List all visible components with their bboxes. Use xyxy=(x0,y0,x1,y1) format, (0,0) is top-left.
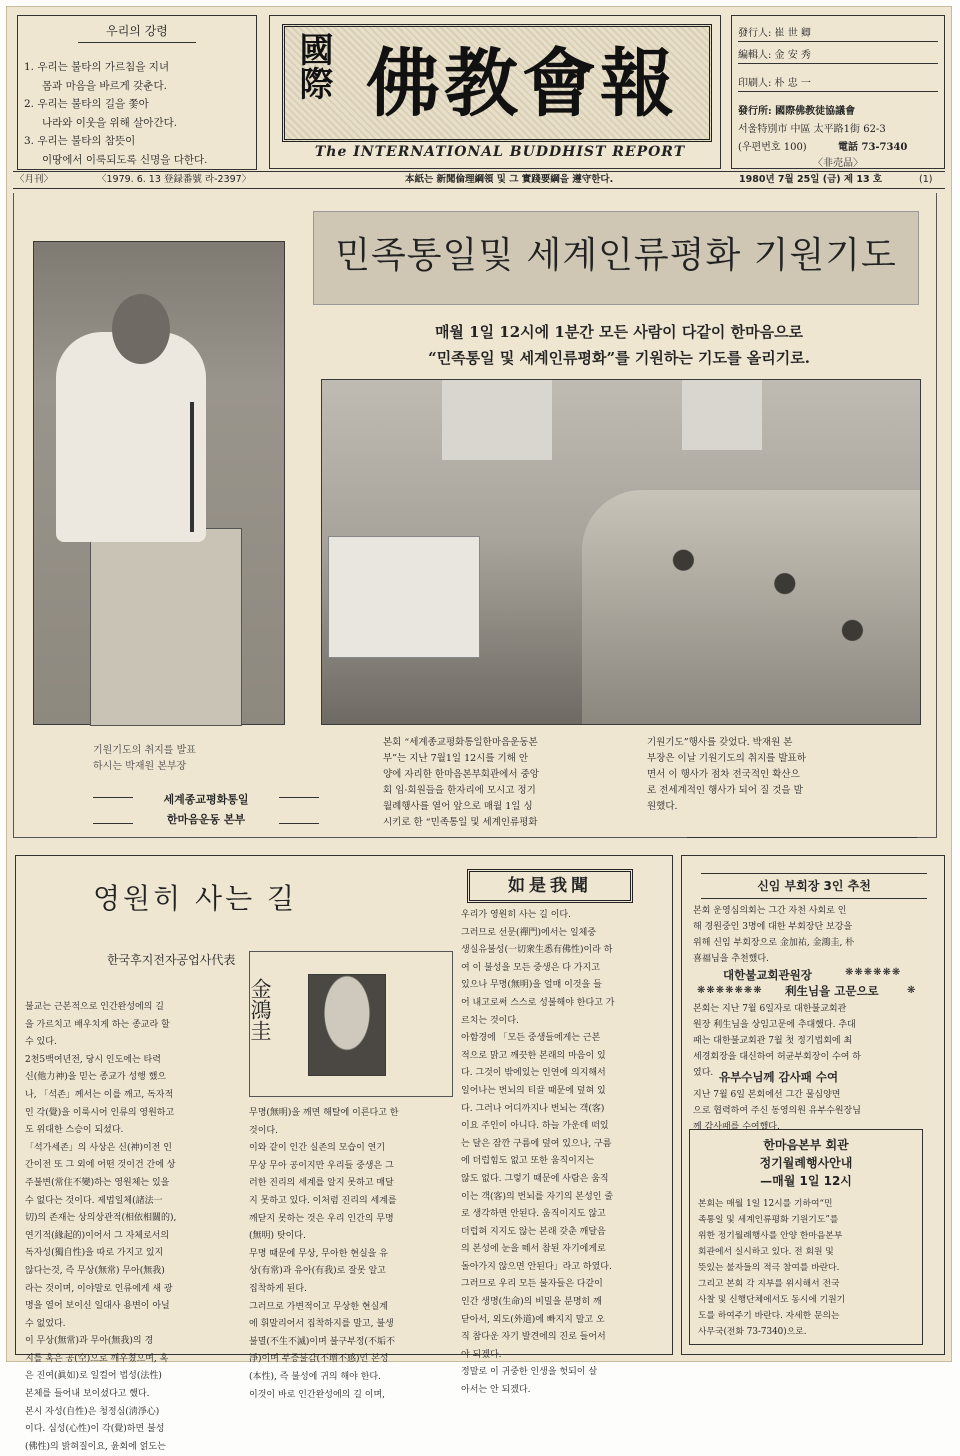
brief-line: 지난 7월 6일 본회에선 그간 물심양면 xyxy=(693,1090,841,1100)
publisher-phone: 電話 73-7340 xyxy=(838,142,908,153)
publisher-row: 發行人: 崔 世 卿 xyxy=(738,24,938,42)
brief-line: 으로 협력하여 주신 동영의원 유부수원장님 xyxy=(693,1106,861,1116)
frequency-label: 〈月刊〉 xyxy=(15,174,54,185)
lead-body-line: 로 전세계적인 행사가 되어 질 것을 발 xyxy=(647,785,803,796)
lead-end-rule xyxy=(687,837,917,838)
essay-body-line: 생실유불성(一切衆生悉有佛性)이라 하 xyxy=(461,945,613,956)
essay-body-line: 이 무상(無常)과 무아(無我)의 경 xyxy=(25,1336,154,1347)
brief-title-advisor: 대한불교회관원장 xyxy=(723,968,812,982)
lectern xyxy=(90,528,242,726)
essay-body-line: 도 위대한 스승이 되셨다. xyxy=(25,1125,124,1136)
essay-body-line: 정말로 이 귀중한 인생을 헛되이 살 xyxy=(461,1367,598,1378)
essay-body-line: 수 없었다. xyxy=(25,1318,66,1329)
lead-body-line: 부”는 지난 7월1일 12시를 기해 안 xyxy=(383,753,529,764)
essay-body-line: 切)의 존재는 상의상관적(相依相關的), xyxy=(25,1213,177,1224)
essay-body-line: 「석가세존」의 사상은 신(神)이전 인 xyxy=(25,1142,172,1153)
essay-body-line: 다. 그것이 밖에있는 인연에 의지해서 xyxy=(461,1068,606,1079)
notice-line: 족통일 및 세계인류평화 기원기도”를 xyxy=(698,1215,839,1225)
brief-line: 께 감사패를 수여했다. xyxy=(693,1122,780,1132)
essay-byline: 한국후지전자공업사代表 xyxy=(107,953,236,967)
essay-body-line: 수 없다는 것이다. 제법일체(諸法一 xyxy=(25,1195,163,1206)
essay-body-line: 연기적(緣起的)이어서 그 자체로서의 xyxy=(25,1230,170,1241)
essay-body-line: 간이전 또 그 외에 어떤 것이건 간에 상 xyxy=(25,1160,176,1171)
essay-body-line: 다. 그러나 어디까지나 번뇌는 객(客) xyxy=(461,1103,605,1114)
publisher-address: 서울特別市 中區 太平路1街 62-3 xyxy=(738,124,886,135)
essay-body-col3 xyxy=(461,907,661,1400)
essay-body-line: 아함경에 「모든 중생들에게는 근본 xyxy=(461,1033,601,1044)
seated-crowd xyxy=(582,490,920,724)
brief-body-vice-presidents xyxy=(693,903,937,967)
publisher-postal: (우편번호 100) xyxy=(738,142,807,153)
essay-body-line: 이것이 바로 인간완성에의 길 이며, xyxy=(249,1389,386,1400)
essay-body-line: 지를 혹은 공(空)으로 깨우쳤으며, 혹 xyxy=(25,1353,169,1364)
page-number: (1) xyxy=(919,174,933,185)
org-label xyxy=(93,791,319,829)
lead-body-line: 양에 자리한 한마음본부회관에서 중앙 xyxy=(383,769,539,780)
essay-body-line: 적으로 맑고 깨끗한 본래의 마음이 있 xyxy=(461,1050,606,1061)
brief-line: 였다. xyxy=(693,1068,714,1078)
essay-body-line: 우리가 영원히 사는 길 이다. xyxy=(461,910,571,920)
notice-line: 사찰 및 신행단체에서도 동시에 기원기 xyxy=(698,1295,846,1305)
essay-body-line: (本性), 즉 불성에 귀의 해야 한다. xyxy=(249,1371,381,1382)
creed-line-4: 나라와 이웃을 위해 살아간다. xyxy=(42,116,178,129)
column-tag: 如是我聞 xyxy=(467,869,633,903)
creed-line-2: 몸과 마음을 바르게 갖춘다. xyxy=(42,79,167,92)
essay-body-line: 이와 같이 인간 실존의 모습이 연기 xyxy=(249,1143,386,1154)
brief-title-advisor-2: 利生님을 고문으로 xyxy=(785,984,879,998)
essay-body-line: 않도 없다. 그렇기 때문에 사람은 움직 xyxy=(461,1173,609,1184)
author-portrait xyxy=(308,974,386,1076)
brief-title-vice-presidents: 신임 부회장 3인 추천 xyxy=(701,873,927,899)
essay-body-line: 에 휘말리어서 집착하지를 말고, 불생 xyxy=(249,1319,394,1330)
newspaper-page xyxy=(6,6,952,1452)
editor-row: 編輯人: 金 安 秀 xyxy=(738,46,938,64)
lead-subhead-1: 매월 1일 12시에 1분간 모든 사람이 다같이 한마음으로 xyxy=(434,323,804,341)
ornament-stars: ❋❋❋❋❋❋❋ xyxy=(697,985,763,996)
hall-window xyxy=(442,380,552,460)
lead-body-line: 월례행사를 열어 앞으로 매월 1일 싱 xyxy=(383,801,533,812)
brief-line: 패는 대한불교회관 7월 첫 정기법회에 최 xyxy=(693,1036,853,1046)
creed-line-3: 2. 우리는 불타의 길을 쫓아 xyxy=(24,98,149,110)
essay-body-line: 그러므로 가변적이고 무상한 현실계 xyxy=(249,1301,388,1312)
essay-body-col1 xyxy=(25,999,237,1456)
essay-body-line: 무상 무아 공이지만 우리들 중생은 그 xyxy=(249,1160,394,1171)
monthly-event-notice xyxy=(689,1129,923,1345)
masthead xyxy=(269,15,721,169)
essay-body-line: 2천5백여년전, 당시 인도에는 타력 xyxy=(25,1054,161,1065)
lead-body-line: 부장은 이날 기원기도의 취지를 발표하 xyxy=(647,753,806,764)
essay-body-line: 깨닫지 못하는 것은 우리 인간의 무명 xyxy=(249,1213,394,1224)
essay-body-line: 상(有常)과 유아(有我)로 잘못 알고 xyxy=(249,1266,386,1277)
essay-body-line: 에 더럽힘도 없고 또한 움직이지는 xyxy=(461,1156,595,1167)
essay-body-line: 집착하게 된다. xyxy=(249,1283,307,1294)
microphone xyxy=(190,402,194,532)
essay-body-line: 르치는 것이다. xyxy=(461,1015,519,1026)
essay-body-line: 이요 주인이 아니다. 하늘 가운데 떠있 xyxy=(461,1121,609,1132)
essay-body-line: 여 이 불성을 모든 중생은 다 가지고 xyxy=(461,962,600,973)
speaker-photo xyxy=(33,241,285,725)
ornament-stars: ❋❋❋❋❋❋ xyxy=(845,967,902,978)
essay-body-line: 인간 생명(生命)의 비밀을 분명히 깨 xyxy=(461,1297,602,1308)
brief-title-plaque: 유부수님께 감사패 수여 xyxy=(719,1070,839,1084)
lead-body-col2 xyxy=(647,735,881,815)
notice-title-1: 한마음본부 회관 xyxy=(763,1138,849,1152)
essay-body-line: 닫아서, 외도(外道)에 빠지지 말고 오 xyxy=(461,1314,605,1325)
essay-body-line: 있으나 무명(無明)을 얼매 이것을 들 xyxy=(461,980,602,991)
lead-body-line: 시키로 한 “민족통일 및 세계인류평화 xyxy=(383,817,538,828)
essay-body-line: 라는 것이며, 이야말로 인류에게 새 광 xyxy=(25,1283,173,1294)
essay-body-line: 본체를 들어내 보이셨다고 했다. xyxy=(25,1389,150,1400)
essay-body-line: 이는 객(客)의 번뇌를 자기의 본성인 줄 xyxy=(461,1191,614,1202)
brief-line: 본회는 지난 7월 6일자로 대한불교회관 xyxy=(693,1004,847,1014)
notice-body xyxy=(698,1196,916,1340)
essay-body-line: 지 못하고 있다. 이처럼 진리의 세계를 xyxy=(249,1195,397,1206)
author-portrait-frame xyxy=(249,951,453,1097)
org-name-1: 세계종교평화통일 xyxy=(163,793,249,806)
essay-body-line: (佛性)의 밝혀질이요, 윤회에 얽도는 xyxy=(25,1441,166,1452)
notice-line: 회관에서 실시하고 있다. 전 회원 및 xyxy=(698,1247,834,1257)
essay-body-line: 의 본성에 눈을 떼서 참된 자기에게로 xyxy=(461,1244,606,1255)
headline-banner xyxy=(313,211,919,305)
essay-body-line: 나, 「석존」께서는 이를 깨고, 독자적 xyxy=(25,1089,174,1100)
lead-subhead-2: “민족통일 및 세계인류평화”를 기원하는 기도를 올리기로. xyxy=(428,349,810,367)
lead-body-line: 본회 “세계종교평화통일한마음운동본 xyxy=(383,737,538,748)
essay-body-line: 불교는 근본적으로 인간완성에의 길 xyxy=(25,1002,164,1012)
brief-line: 위해 신임 부회장으로 金加祐, 金鴻圭, 朴 xyxy=(693,938,855,948)
essay-body-line: 무명 때문에 무상, 무아한 현실을 유 xyxy=(249,1248,388,1259)
essay-body-line: 불멸(不生不滅)이며 불구부정(不垢不 xyxy=(249,1336,395,1347)
publisher-office: 發行所: 國際佛教徒協議會 xyxy=(738,106,856,117)
notice-line: 본회는 매월 1일 12시를 기하여“민 xyxy=(698,1199,833,1209)
essay-body-line: 淨)이며 부증불감(不增不感)인 본성 xyxy=(249,1354,389,1365)
issue-date: 1980년 7월 25일 (금) 제 13 호 xyxy=(739,174,883,185)
masthead-english: The INTERNATIONAL BUDDHIST REPORT xyxy=(314,144,686,160)
essay-body-line: 을 가르치고 배우치게 하는 종교라 할 xyxy=(25,1019,170,1030)
brief-line: 해 경원중인 3명에 대한 부회장단 보강을 xyxy=(693,922,853,932)
speaker-figure xyxy=(56,332,206,542)
essay-body-line: 인 각(覺)을 이룩시어 인류의 영원하고 xyxy=(25,1107,175,1118)
lead-headline: 민족통일및 세계인류평화 기원기도 xyxy=(335,235,897,276)
essay-body-line: 그러므로 선문(禪門)에서는 일체중 xyxy=(461,927,597,938)
essay-body-line: 무명(無明)을 깨면 해탈에 이른다고 한 xyxy=(249,1108,399,1118)
essay-body-line: 돌아가지 않으면 안된다」라고 하였다. xyxy=(461,1261,612,1272)
essay-body-line: 것이다. xyxy=(249,1125,278,1136)
creed-line-6: 이땅에서 이룩되도록 신명을 다한다. xyxy=(42,153,208,166)
lead-body-line: 회 임·회원들을 한자리에 모시고 정기 xyxy=(383,785,536,796)
essay-body-line: (無明) 탓이다. xyxy=(249,1231,306,1242)
essay-title: 영원히 사는 길 xyxy=(93,882,298,915)
ornament-stars: ❋ xyxy=(907,985,916,996)
publisher-box xyxy=(731,15,945,169)
essay-body-line: 는 달은 잠깐 구름에 덮여 있으나, 구름 xyxy=(461,1138,612,1149)
author-name: 金鴻圭 xyxy=(248,978,272,1041)
photo-caption-1: 기원기도의 취지를 발표 xyxy=(93,745,196,756)
essay-body-line: 아서는 안 되겠다. xyxy=(461,1385,531,1396)
essay-body-line: 신(他力神)을 믿는 종교가 성행 했으 xyxy=(25,1072,167,1083)
notice-line: 위한 정기월례행사를 안양 한마음본부 xyxy=(698,1231,843,1241)
registration-label: 〈1979. 6. 13 登録番號 라-2397〉 xyxy=(97,174,252,185)
essay-body-line: 은 진여(眞如)로 일컬어 법성(法性) xyxy=(25,1371,162,1382)
ceremony-photo xyxy=(321,379,921,725)
essay-body-line: 야 되겠다. xyxy=(461,1349,502,1360)
ethics-notice: 本紙는 新聞倫理綱領 및 그 實踐要綱을 遵守한다. xyxy=(405,174,614,185)
photo-caption-2: 하시는 박재원 본부장 xyxy=(93,761,187,772)
lead-body-line: 원했다. xyxy=(647,801,678,812)
essay-body-line: 로 생각하면 안된다. 움직이지도 않고 xyxy=(461,1209,606,1220)
notice-line: 사무국(전화 73-7340)으로. xyxy=(698,1327,807,1337)
notice-line: 뜻있는 불자들의 적극 참여를 바란다. xyxy=(698,1263,840,1273)
notice-title-3: —매월 1일 12시 xyxy=(760,1174,852,1188)
masthead-title: 佛教會報 xyxy=(366,41,678,127)
masthead-small-title: 國際 xyxy=(293,32,333,100)
essay-body-line: 직 참다운 자기 발견에의 진로 들어서 xyxy=(461,1332,606,1343)
essay-body-line: 러한 진리의 세계를 알지 못하고 매달 xyxy=(249,1178,394,1189)
speaker-head xyxy=(112,294,170,364)
printer-row: 印刷人: 朴 忠 一 xyxy=(738,74,938,92)
essay-body-line: 더럽혀 지지도 않는 본래 갖춘 깨달음 xyxy=(461,1226,606,1237)
brief-line: 본회 운영심의회는 그간 자천 사회로 인 xyxy=(693,906,847,916)
price-label: 〈非売品〉 xyxy=(813,158,863,169)
brief-line: 원장 利生님을 상임고문에 추대했다. 추대 xyxy=(693,1020,856,1030)
creed-box xyxy=(17,15,257,170)
essay-body-line: 그러므로 우리 모든 불자들은 다같이 xyxy=(461,1279,603,1290)
lead-body-col1 xyxy=(383,735,613,831)
essay-body-line: 일어나는 번뇌의 티끌 때문에 덮혀 있 xyxy=(461,1085,606,1096)
brief-body-plaque xyxy=(693,1087,937,1135)
essay-body-line: 수 있다. xyxy=(25,1037,57,1048)
essay-body-line: 본시 자성(自性)은 청정심(淸淨心) xyxy=(25,1406,160,1417)
creed-line-1: 1. 우리는 불타의 가르침을 지녀 xyxy=(24,61,170,73)
essay-body-line: 명을 열어 보이신 일대사 용변이 아닐 xyxy=(25,1301,170,1312)
altar-table xyxy=(328,536,480,658)
hall-window xyxy=(682,380,762,450)
info-bar xyxy=(13,171,945,189)
essay-body-col2 xyxy=(249,1105,449,1404)
creed-title: 우리의 강령 xyxy=(78,22,196,43)
brief-line: 喜福님을 추천했다. xyxy=(693,954,769,964)
essay-body-line: 않다는것, 즉 무상(無常) 무아(無我) xyxy=(25,1265,165,1276)
essay-body-line: 주불변(常住不變)하는 영원체는 있을 xyxy=(25,1177,170,1188)
creed-line-5: 3. 우리는 불타의 참뜻이 xyxy=(24,135,136,147)
notice-line: 도를 하여주기 바란다. 자세한 문의는 xyxy=(698,1311,840,1321)
org-name-2: 한마음운동 본부 xyxy=(166,813,246,826)
notice-line: 그리고 본회 각 지부를 위시해서 전국 xyxy=(698,1279,840,1289)
essay-body-line: 어 내고로써 스스로 성불해야 한다고 가 xyxy=(461,997,615,1008)
essay-body-line: 독자성(獨自性)을 따로 가지고 있지 xyxy=(25,1248,164,1259)
essay-body-line: 이다. 심성(心性)이 각(覺)하면 불성 xyxy=(25,1424,165,1435)
brief-line: 세경회장을 대신하여 허균부회장이 수여 하 xyxy=(693,1052,861,1062)
lead-body-line: 기원기도”행사를 갖었다. 박재원 본 xyxy=(647,737,793,748)
lead-body-line: 면서 이 행사가 점차 전국적인 확산으 xyxy=(647,769,800,780)
notice-title-2: 정기월례행사안내 xyxy=(759,1156,853,1170)
